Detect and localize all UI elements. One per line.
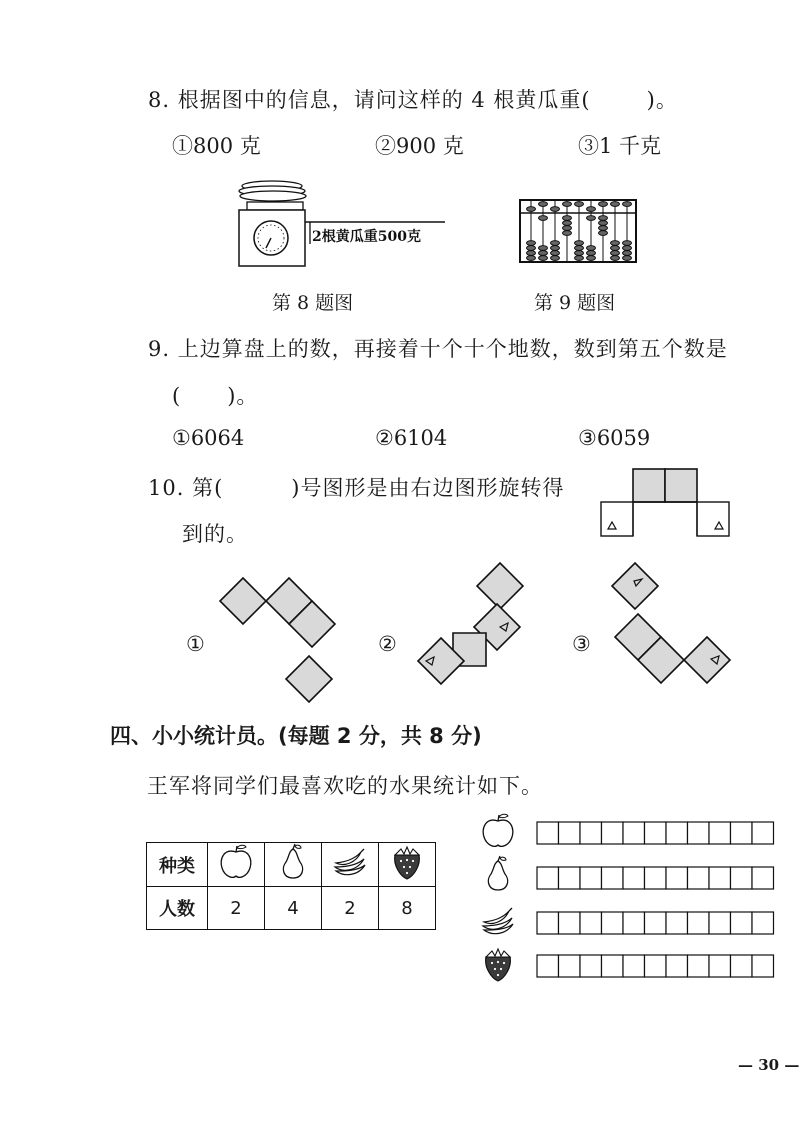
bar-grid-cell[interactable] [666, 912, 688, 934]
bar-grid-cell[interactable] [731, 912, 753, 934]
bar-grid-cell[interactable] [645, 867, 667, 889]
abacus-bead [527, 241, 536, 246]
abacus-bead [527, 246, 536, 251]
section-4-intro: 王军将同学们最喜欢吃的水果统计如下。 [147, 774, 543, 798]
count-banana: 2 [322, 887, 379, 930]
table-row-counts [147, 887, 436, 930]
q9-option-3[interactable]: ③6059 [578, 426, 651, 450]
bar-grid-cell[interactable] [752, 955, 774, 977]
abacus-bead [587, 246, 596, 251]
fruit-bar-grid [475, 812, 780, 987]
abacus-bead [623, 256, 632, 261]
q10-stem [148, 472, 564, 502]
abacus-bead [551, 241, 560, 246]
scale-figure [235, 172, 450, 272]
bar-grid-cell[interactable] [688, 867, 710, 889]
bar-grid-cell[interactable] [752, 867, 774, 889]
abacus-bead [539, 216, 548, 221]
table-row-fruit-types [147, 843, 436, 887]
bar-grid-cell[interactable] [623, 955, 645, 977]
abacus-bead [539, 251, 548, 256]
bar-grid-cell[interactable] [645, 955, 667, 977]
abacus-bead [623, 246, 632, 251]
q10-stem-end: )号图形是由右边图形旋转得 [291, 476, 565, 500]
cucumbers-icon [239, 181, 306, 201]
abacus-bead [563, 216, 572, 221]
q9-option-2[interactable]: ②6104 [375, 426, 448, 450]
scale-label: 2根黄瓜重500克 [312, 229, 421, 245]
abacus-bead [563, 221, 572, 226]
abacus-bead [611, 251, 620, 256]
abacus-bead [551, 256, 560, 261]
banana-icon [330, 843, 370, 881]
q9-option-1[interactable]: ①6064 [172, 426, 245, 450]
abacus-bead [563, 226, 572, 231]
abacus-bead [623, 202, 632, 207]
abacus-bead [623, 241, 632, 246]
q10-option-1-shape[interactable] [210, 575, 340, 705]
bar-grid-cell[interactable] [537, 867, 559, 889]
abacus-bead [599, 226, 608, 231]
bar-grid-cell[interactable] [666, 822, 688, 844]
bar-grid-cell[interactable] [559, 955, 581, 977]
fruit-stat-table [146, 842, 436, 930]
pear-icon [273, 843, 313, 881]
strawberry-cell [379, 843, 436, 887]
abacus-bead [587, 207, 596, 212]
bar-grid-cell[interactable] [602, 867, 624, 889]
q10-option-1-label[interactable]: ① [186, 632, 205, 656]
bar-grid-cell[interactable] [580, 912, 602, 934]
abacus-bead [575, 246, 584, 251]
abacus-bead [599, 221, 608, 226]
abacus-bead [539, 246, 548, 251]
abacus-bead [563, 202, 572, 207]
q9-stem: 9. 上边算盘上的数，再接着十个十个地数，数到第五个数是 [148, 337, 728, 361]
abacus-bead [527, 207, 536, 212]
abacus-bead [587, 251, 596, 256]
bar-grid-cell[interactable] [688, 912, 710, 934]
abacus-bead [599, 202, 608, 207]
q8-option-1[interactable]: ①800 克 [172, 134, 261, 158]
q8-figure-caption: 第 8 题图 [272, 292, 354, 314]
q9-figure-caption: 第 9 题图 [534, 292, 616, 314]
abacus-bead [527, 251, 536, 256]
bar-grid-cell[interactable] [752, 912, 774, 934]
abacus-bead [575, 202, 584, 207]
q10-option-3-shape[interactable] [605, 560, 750, 690]
banana-cell [322, 843, 379, 887]
bar-grid-cell[interactable] [709, 912, 731, 934]
bar-grid-cell[interactable] [623, 867, 645, 889]
q9-stem-line2 [172, 380, 258, 410]
bar-grid-cell[interactable] [688, 822, 710, 844]
bar-grid-cell[interactable] [709, 867, 731, 889]
abacus-bead [551, 251, 560, 256]
abacus-bead [623, 251, 632, 256]
q10-stem-text: 10. 第( [148, 476, 224, 500]
bar-grid-cell[interactable] [752, 822, 774, 844]
bar-grid-cell[interactable] [645, 912, 667, 934]
q8-option-3[interactable]: ③1 千克 [578, 134, 662, 158]
bar-grid-cell[interactable] [645, 822, 667, 844]
q8-stem [148, 84, 678, 114]
abacus-bead [599, 231, 608, 236]
q8-stem-end: )。 [646, 88, 678, 112]
bar-grid-cell[interactable] [666, 955, 688, 977]
bar-grid-cell[interactable] [709, 955, 731, 977]
count-pear: 4 [265, 887, 322, 930]
banana-icon [483, 908, 513, 934]
bar-grid-cell[interactable] [580, 955, 602, 977]
bar-grid-cell[interactable] [602, 822, 624, 844]
bar-grid-cell[interactable] [537, 912, 559, 934]
section-4-title: 四、小小统计员。(每题 2 分，共 8 分) [110, 724, 482, 748]
reference-shape [600, 468, 732, 538]
abacus-bead [551, 246, 560, 251]
abacus-bead [611, 256, 620, 261]
bar-grid-cell[interactable] [731, 867, 753, 889]
q10-stem-line2: 到的。 [182, 522, 248, 546]
abacus-bead [539, 202, 548, 207]
q9-paren-open: ( [172, 384, 182, 408]
bar-grid-cell[interactable] [623, 912, 645, 934]
bar-grid-cell[interactable] [537, 822, 559, 844]
abacus-bead [611, 202, 620, 207]
bar-grid-rows [537, 822, 774, 977]
page-number: — 30 — [738, 1056, 800, 1074]
bar-grid-cell[interactable] [731, 822, 753, 844]
pear-icon [488, 856, 507, 890]
row-header-type: 种类 [147, 843, 208, 887]
q8-option-2[interactable]: ②900 克 [375, 134, 464, 158]
abacus-bead [563, 231, 572, 236]
q9-paren-close: )。 [227, 384, 259, 408]
bar-grid-cell[interactable] [709, 822, 731, 844]
bar-grid-cell[interactable] [580, 867, 602, 889]
strawberry-icon [486, 949, 511, 981]
abacus-bead [599, 216, 608, 221]
abacus-bead [587, 256, 596, 261]
bar-grid-cell[interactable] [559, 822, 581, 844]
bar-grid-cell[interactable] [559, 912, 581, 934]
bar-grid-cell[interactable] [688, 955, 710, 977]
pear-cell [265, 843, 322, 887]
abacus-bead [575, 256, 584, 261]
strawberry-icon [387, 843, 427, 881]
abacus-bead [527, 256, 536, 261]
abacus-bead [611, 241, 620, 246]
q10-option-2-label[interactable]: ② [378, 632, 397, 656]
bar-grid-cell[interactable] [559, 867, 581, 889]
abacus-bead [611, 246, 620, 251]
bar-grid-cell[interactable] [580, 822, 602, 844]
abacus-bead [575, 241, 584, 246]
abacus-bead [539, 256, 548, 261]
abacus-figure [517, 196, 640, 266]
abacus-bead [587, 216, 596, 221]
count-strawberry: 8 [379, 887, 436, 930]
q10-option-3-label[interactable]: ③ [572, 632, 591, 656]
count-apple: 2 [208, 887, 265, 930]
bar-grid-cell[interactable] [666, 867, 688, 889]
apple-icon [483, 814, 513, 846]
row-header-count: 人数 [147, 887, 208, 930]
bar-grid-cell[interactable] [731, 955, 753, 977]
bar-grid-cell[interactable] [602, 912, 624, 934]
apple-icon [216, 843, 256, 881]
bar-grid-cell[interactable] [602, 955, 624, 977]
apple-cell [208, 843, 265, 887]
bar-grid-cell[interactable] [537, 955, 559, 977]
abacus-bead [551, 207, 560, 212]
bar-grid-cell[interactable] [623, 822, 645, 844]
q8-stem-text: 8. 根据图中的信息，请问这样的 4 根黄瓜重( [148, 88, 591, 112]
abacus-bead [575, 251, 584, 256]
q10-option-2-shape[interactable] [410, 560, 530, 690]
